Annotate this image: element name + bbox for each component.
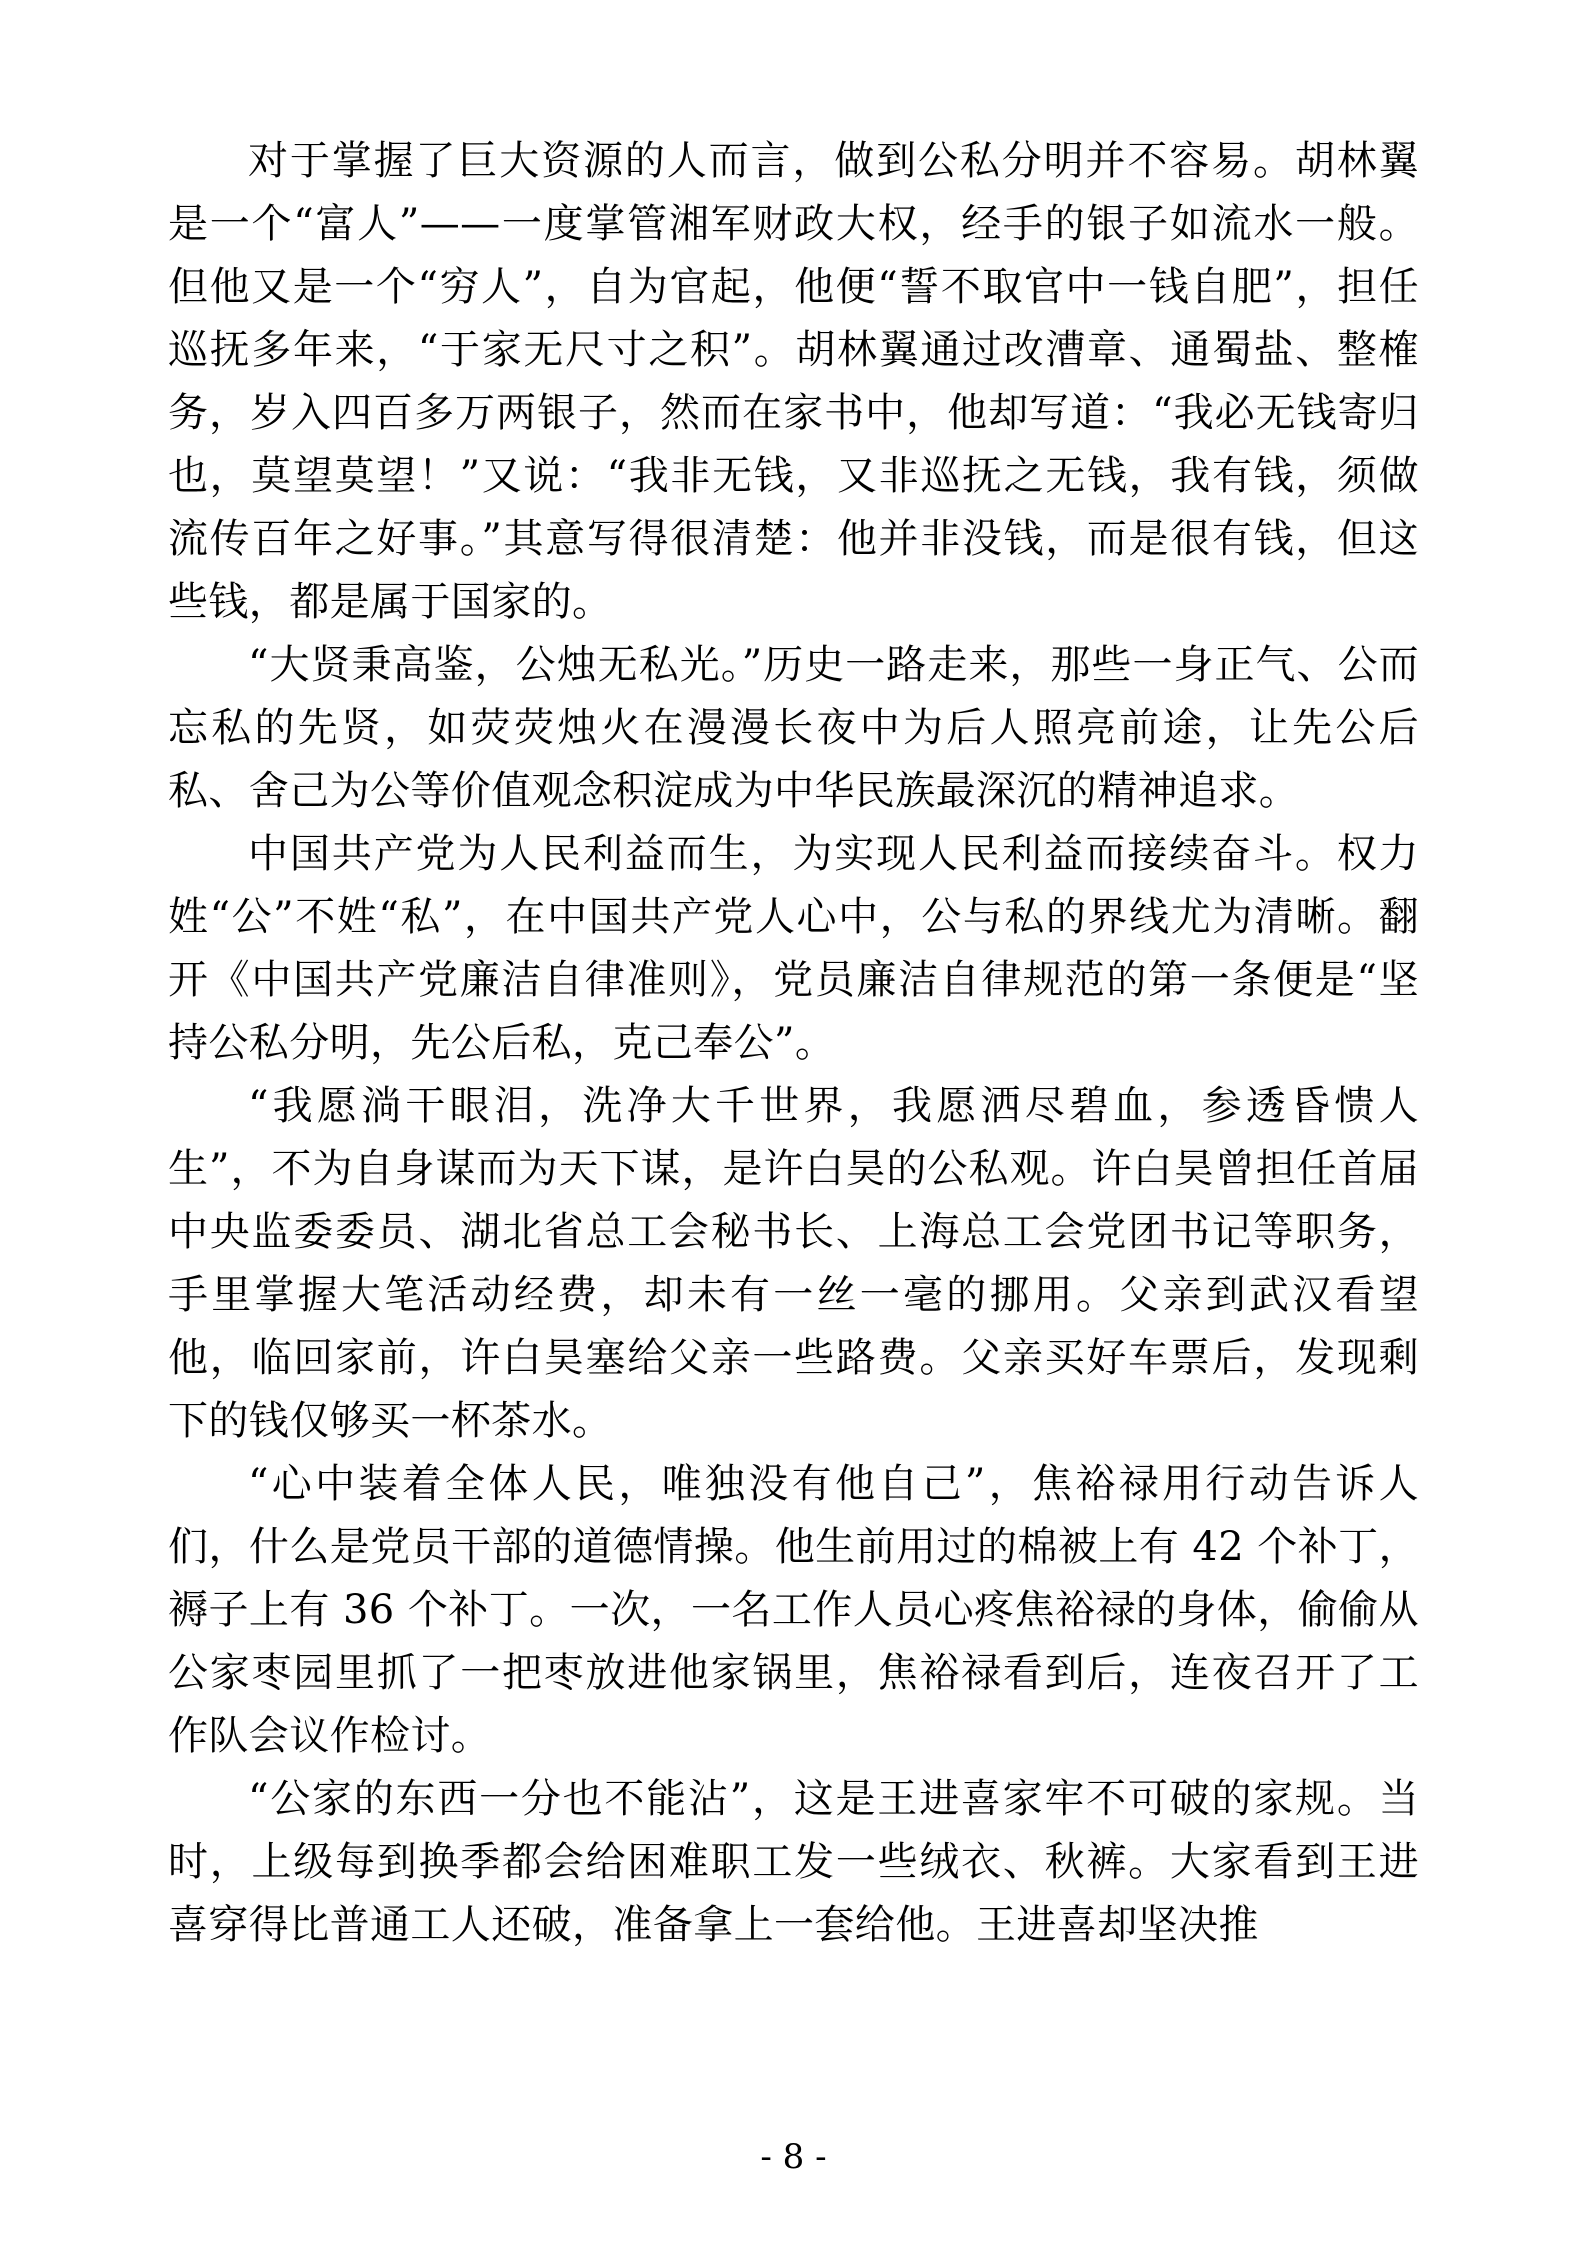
paragraph: “公家的东西一分也不能沾”，这是王进喜家牢不可破的家规。当时，上级每到换季都会给困难职工发一些绒衣、秋裤。大家看到王进喜穿得比普通工人还破，准备拿上一套给他。王进喜却坚决推	[168, 1776, 1419, 1948]
paragraph: “我愿淌干眼泪，洗净大千世界，我愿洒尽碧血，参透昏愦人生”，不为自身谋而为天下谋，是许白昊的公私观。许白昊曾担任首届中央监委委员、湖北省总工会秘书长、上海总工会党团书记等职务，手里掌握大笔活动经费，却未有一丝一毫的挪用。父亲到武汉看望他，临回家前，许白昊塞给父亲一些路费。父亲买好车票后，发现剩下的钱仅够买一杯茶水。	[168, 1083, 1419, 1444]
page-number: - 8 -	[760, 2137, 827, 2177]
document-body	[168, 130, 1419, 1957]
paragraph: “心中装着全体人民，唯独没有他自己”，焦裕禄用行动告诉人们，什么是党员干部的道德情操。他生前用过的棉被上有 42 个补丁，褥子上有 36 个补丁。一次，一名工作人员心疼焦裕禄的身体，偷偷从公家枣园里抓了一把枣放进他家锅里，焦裕禄看到后，连夜召开了工作队会议作检讨。	[168, 1461, 1419, 1759]
paragraph: 中国共产党为人民利益而生，为实现人民利益而接续奋斗。权力姓“公”不姓“私”，在中国共产党人心中，公与私的界线尤为清晰。翻开《中国共产党廉洁自律准则》，党员廉洁自律规范的第一条便是“坚持公私分明，先公后私，克己奉公”。	[168, 831, 1419, 1066]
paragraph: 对于掌握了巨大资源的人而言，做到公私分明并不容易。胡林翼是一个“富人”——一度掌管湘军财政大权，经手的银子如流水一般。但他又是一个“穷人”，自为官起，他便“誓不取官中一钱自肥”，担任巡抚多年来，“于家无尺寸之积”。胡林翼通过改漕章、通蜀盐、整榷务，岁入四百多万两银子，然而在家书中，他却写道：“我必无钱寄归也，莫望莫望！”又说：“我非无钱，又非巡抚之无钱，我有钱，须做流传百年之好事。”其意写得很清楚：他并非没钱，而是很有钱，但这些钱，都是属于国家的。	[168, 138, 1419, 625]
paragraph: “大贤秉高鉴，公烛无私光。”历史一路走来，那些一身正气、公而忘私的先贤，如荧荧烛火在漫漫长夜中为后人照亮前途，让先公后私、舍己为公等价值观念积淀成为中华民族最深沉的精神追求。	[168, 642, 1419, 814]
